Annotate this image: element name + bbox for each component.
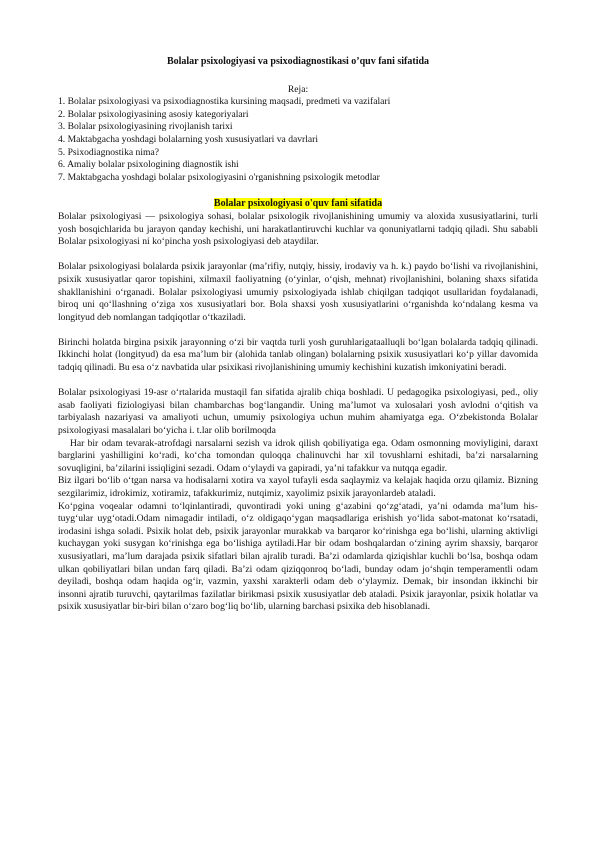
paragraph: Bolalar psixologiyasi bolalarda psixik jarayonlar (ma’rifiy, nutqiy, hissiy, irodaviy va h. k.) paydo bo‘lishi va rivojlanishini, psixik xususiyatlar qaror topishini, xilmaxil faoliyatning (o‘yinlar, o‘qish, mehnat) rivojlanishini, bolaning shaxs sifatida shakllanishini o‘rganadi. Bolalar psixologiyasi umumiy psixologiyada ishlab chiqilgan tadqiqot usullaridan foydalanadi, biroq uni qo‘llashning o‘ziga xos xususiyatlari bor. Bola shaxsi yosh xususiyatlarini o‘rganishda ko‘ndalang kesma va longityud deb nomlangan tadqiqotlar o‘tkaziladi. [58,261,538,323]
plan-item: 2. Bolalar psixologiyasining asosiy kategoriyalari [58,108,249,120]
plan-heading: Reja: [287,83,309,95]
paragraph: Biz ilgari bo‘lib o‘tgan narsa va hodisalarni xotira va xayol tufayli esda saqlaymiz va kelajak haqida orzu qilamiz. Bizning sezgilarimiz, idrokimiz, xotiramiz, tafakkurimiz, nutqimiz, xayolimiz psixik jarayonlardeb ataladi. [58,475,538,499]
section-heading [58,198,538,211]
plan-item: 4. Maktabgacha yoshdagi bolalarning yosh xususiyatlari va davrlari [58,133,319,145]
paragraph: Ko‘pgina voqealar odamni to‘lqinlantiradi, quvontiradi yoki uning g‘azabini qo‘zg‘atadi, ya’ni odamda ma’lum his-tuyg‘ular uyg‘otadi.Odam nimagadir intiladi, o‘z oldigaqo‘ygan maqsadlariga erishish yo‘lida sabot-matonat ko‘rsatadi, irodasini ishga soladi. Psixik holat deb, psixik jarayonlar murakkab va barqaror ko‘rinishga ega bo‘lishi, ularning aktivligi kuchaygan yoki susygan ko‘rinishga ega bo‘lishiga aytiladi.Har bir odam boshqalardan o‘zining ayrim shaxsiy, barqaror xususiyatlari, ma’lum darajada psixik sifatlari bilan ajralib turadi. Ba’zi odamlarda qiziqishlar kuchli bo‘lsa, boshqa odam ulkan qobiliyatlari bilan undan farq qiladi. Ba’zi odam qiziqqonroq bo‘ladi, bunday odam jo‘shqin temperamentli odam deyiladi, boshqa odam haqida og‘ir, vazmin, yaxshi xarakterli odam deb o‘ylaymiz. Demak, bir insondan ikkinchi bir insonni ajratib turuvchi, qaytarilmas fazilatlar birikmasi psixik xususiyatlar deb ataladi. Psixik jarayonlar, psixik holatlar va psixik xususiyatlar bir-biri bilan o‘zaro bog‘liq bo‘lib, ularning barchasi psixika deb hisoblanadi. [58,500,538,613]
paragraph: Har bir odam tevarak-atrofdagi narsalarni sezish va idrok qilish qobiliyatiga ega. Odam osmonning moviyligini, daraxt barglarini yashilligini ko‘radi, ko‘cha tomondan quloqqa chalinuvchi har xil tovushlarni eshitadi, ba’zi narsalarning sovuqligini, ba’zilarini issiqligini sezadi. Odam o‘ylaydi va gapiradi, ya’ni tafakkur va nutqqa egadir. [58,437,538,474]
plan-list [58,96,538,184]
highlighted-heading-text: Bolalar psixologiyasi o'quv fani sifatida [213,198,383,210]
plan-item: 1. Bolalar psixologiyasi va psixodiagnostika kursining maqsadi, predmeti va vazifalari [58,96,391,108]
plan-item: 6. Amaliy bolalar psixologining diagnostik ishi [58,159,239,171]
paragraph: Birinchi holatda birgina psixik jarayonning o‘zi bir vaqtda turli yosh guruhlarigataalluqli bo‘lgan bolalarda tadqiq qilinadi. Ikkinchi holat (longityud) da esa ma’lum bir (alohida tanlab olingan) bolalarning psixik xususiyatlari ko‘p yillar davomida tadqiq qilinadi. Bu esa o‘z navbatida ular psixikasi rivojlanishining umumiy kechishini kuzatish imkoniyatini beradi. [58,336,538,374]
document-title: Bolalar psixologiyasi va psixodiagnostikasi o’quv fani sifatida [166,56,430,67]
plan-item: 3. Bolalar psixologiyasining rivojlanish tarixi [58,121,233,133]
plan-item: 7. Maktabgacha yoshdagi bolalar psixologiyasini o'rganishning psixologik metodlar [58,171,380,183]
paragraph: Bolalar psixologiyasi — psixologiya sohasi, bolalar psixologik rivojlanishining umumiy va aloxida xususiyatlarini, turli yosh bosqichlarida bu jarayon qanday kechishi, uni harakatlantiruvchi kuchlar va qonuniyatlarni tadqiq qiladi. Shu sababli Bolalar psixologiyasi ni ko‘pincha yosh psixologiyasi deb ataydilar. [58,210,538,248]
paragraph: Bolalar psixologiyasi 19-asr o‘rtalarida mustaqil fan sifatida ajralib chiqa boshladi. U pedagogika psixologiyasi, ped., oliy asab faoliyati fiziologiyasi bilan chambarchas bog‘langandir. Uning ma’lumot va xulosalari yosh avlodni o‘qitish va tarbiyalash nazariyasi va amaliyoti uchun, umumiy psixologiya uchun muhim ahamiyatga ega. O‘zbekistonda Bolalar psixologiyasi masalalari bo‘yicha i. t.lar olib borilmoqda [58,387,538,437]
plan-item: 5. Psixodiagnostika nima? [58,146,159,158]
